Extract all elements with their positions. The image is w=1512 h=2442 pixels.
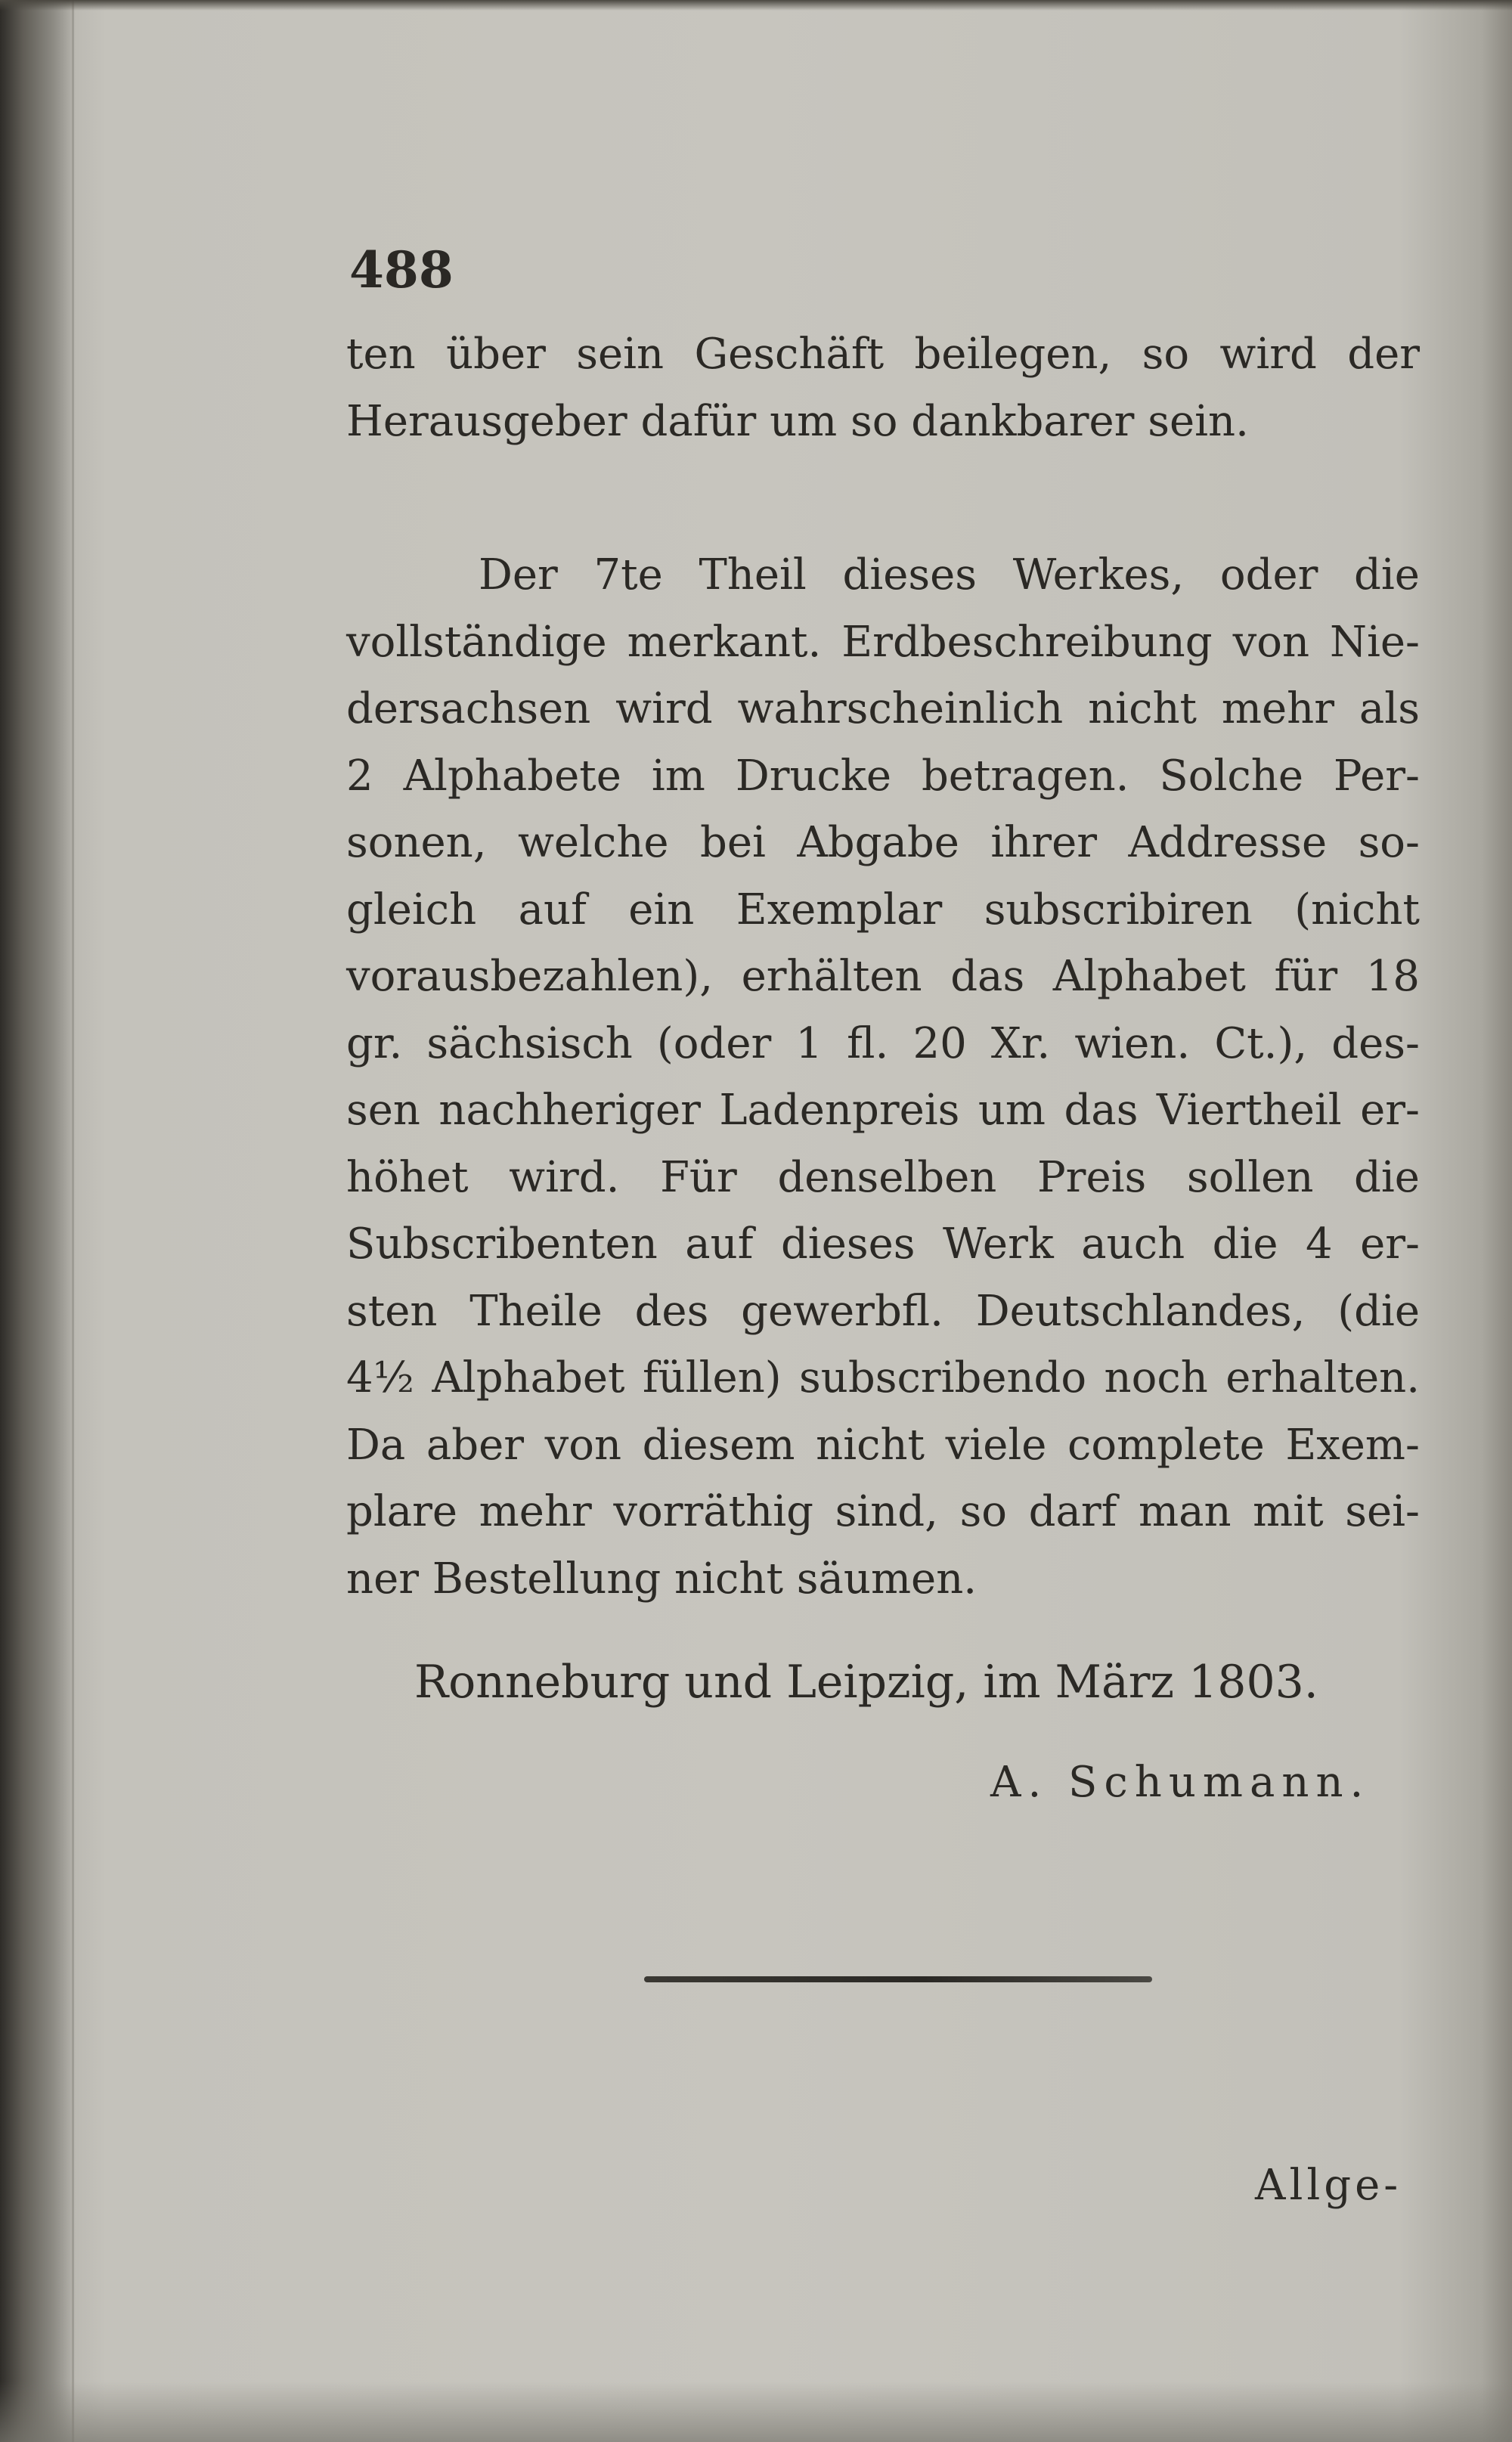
signoff-name: A. Schumann. xyxy=(990,1758,1371,1807)
text-line: ner Bestellung nicht säumen. xyxy=(346,1554,978,1604)
horizontal-rule xyxy=(644,1976,1152,1982)
text-line: gr. sächsisch (oder 1 fl. 20 Xr. wien. Ct.), des- xyxy=(346,1018,1420,1068)
text-line: sen nachheriger Ladenpreis um das Viertheil er- xyxy=(346,1086,1420,1135)
text-line: sonen, welche bei Abgabe ihrer Addresse so- xyxy=(346,818,1420,867)
text-line: ten über sein Geschäft beilegen, so wird der xyxy=(346,330,1420,379)
catchword: Allge- xyxy=(1255,2161,1402,2210)
bottom-edge-shadow xyxy=(0,2382,1512,2442)
text-line: vollständige merkant. Erdbeschreibung von Nie- xyxy=(346,617,1420,667)
text-line: gleich auf ein Exemplar subscribiren (nicht xyxy=(346,885,1420,934)
text-line: sten Theile des gewerbfl. Deutschlandes, (die xyxy=(346,1286,1420,1336)
page-number: 488 xyxy=(349,240,454,299)
text-line: höhet wird. Für denselben Preis sollen die xyxy=(346,1152,1420,1202)
text-line: Herausgeber dafür um so dankbarer sein. xyxy=(346,396,1249,446)
text-line: dersachsen wird wahrscheinlich nicht mehr als xyxy=(346,684,1420,733)
book-binding-shadow xyxy=(0,0,76,2442)
body-text xyxy=(346,321,1420,1613)
spine-edge xyxy=(72,0,74,2442)
text-line: 2 Alphabete im Drucke betragen. Solche Per- xyxy=(346,751,1420,801)
text-line: Der 7te Theil dieses Werkes, oder die xyxy=(479,550,1420,600)
text-line: 4½ Alphabet füllen) subscribendo noch erhalten. xyxy=(346,1353,1420,1402)
text-line: Da aber von diesem nicht viele complete Exem- xyxy=(346,1420,1420,1470)
signoff-place-date: Ronneburg und Leipzig, im März 1803. xyxy=(414,1656,1318,1709)
text-line: vorausbezahlen), erhälten das Alphabet für 18 xyxy=(346,952,1420,1001)
top-edge-shadow xyxy=(0,0,1512,11)
text-line: Subscribenten auf dieses Werk auch die 4 er- xyxy=(346,1219,1420,1269)
text-line: plare mehr vorräthig sind, so darf man mit sei- xyxy=(346,1487,1420,1536)
